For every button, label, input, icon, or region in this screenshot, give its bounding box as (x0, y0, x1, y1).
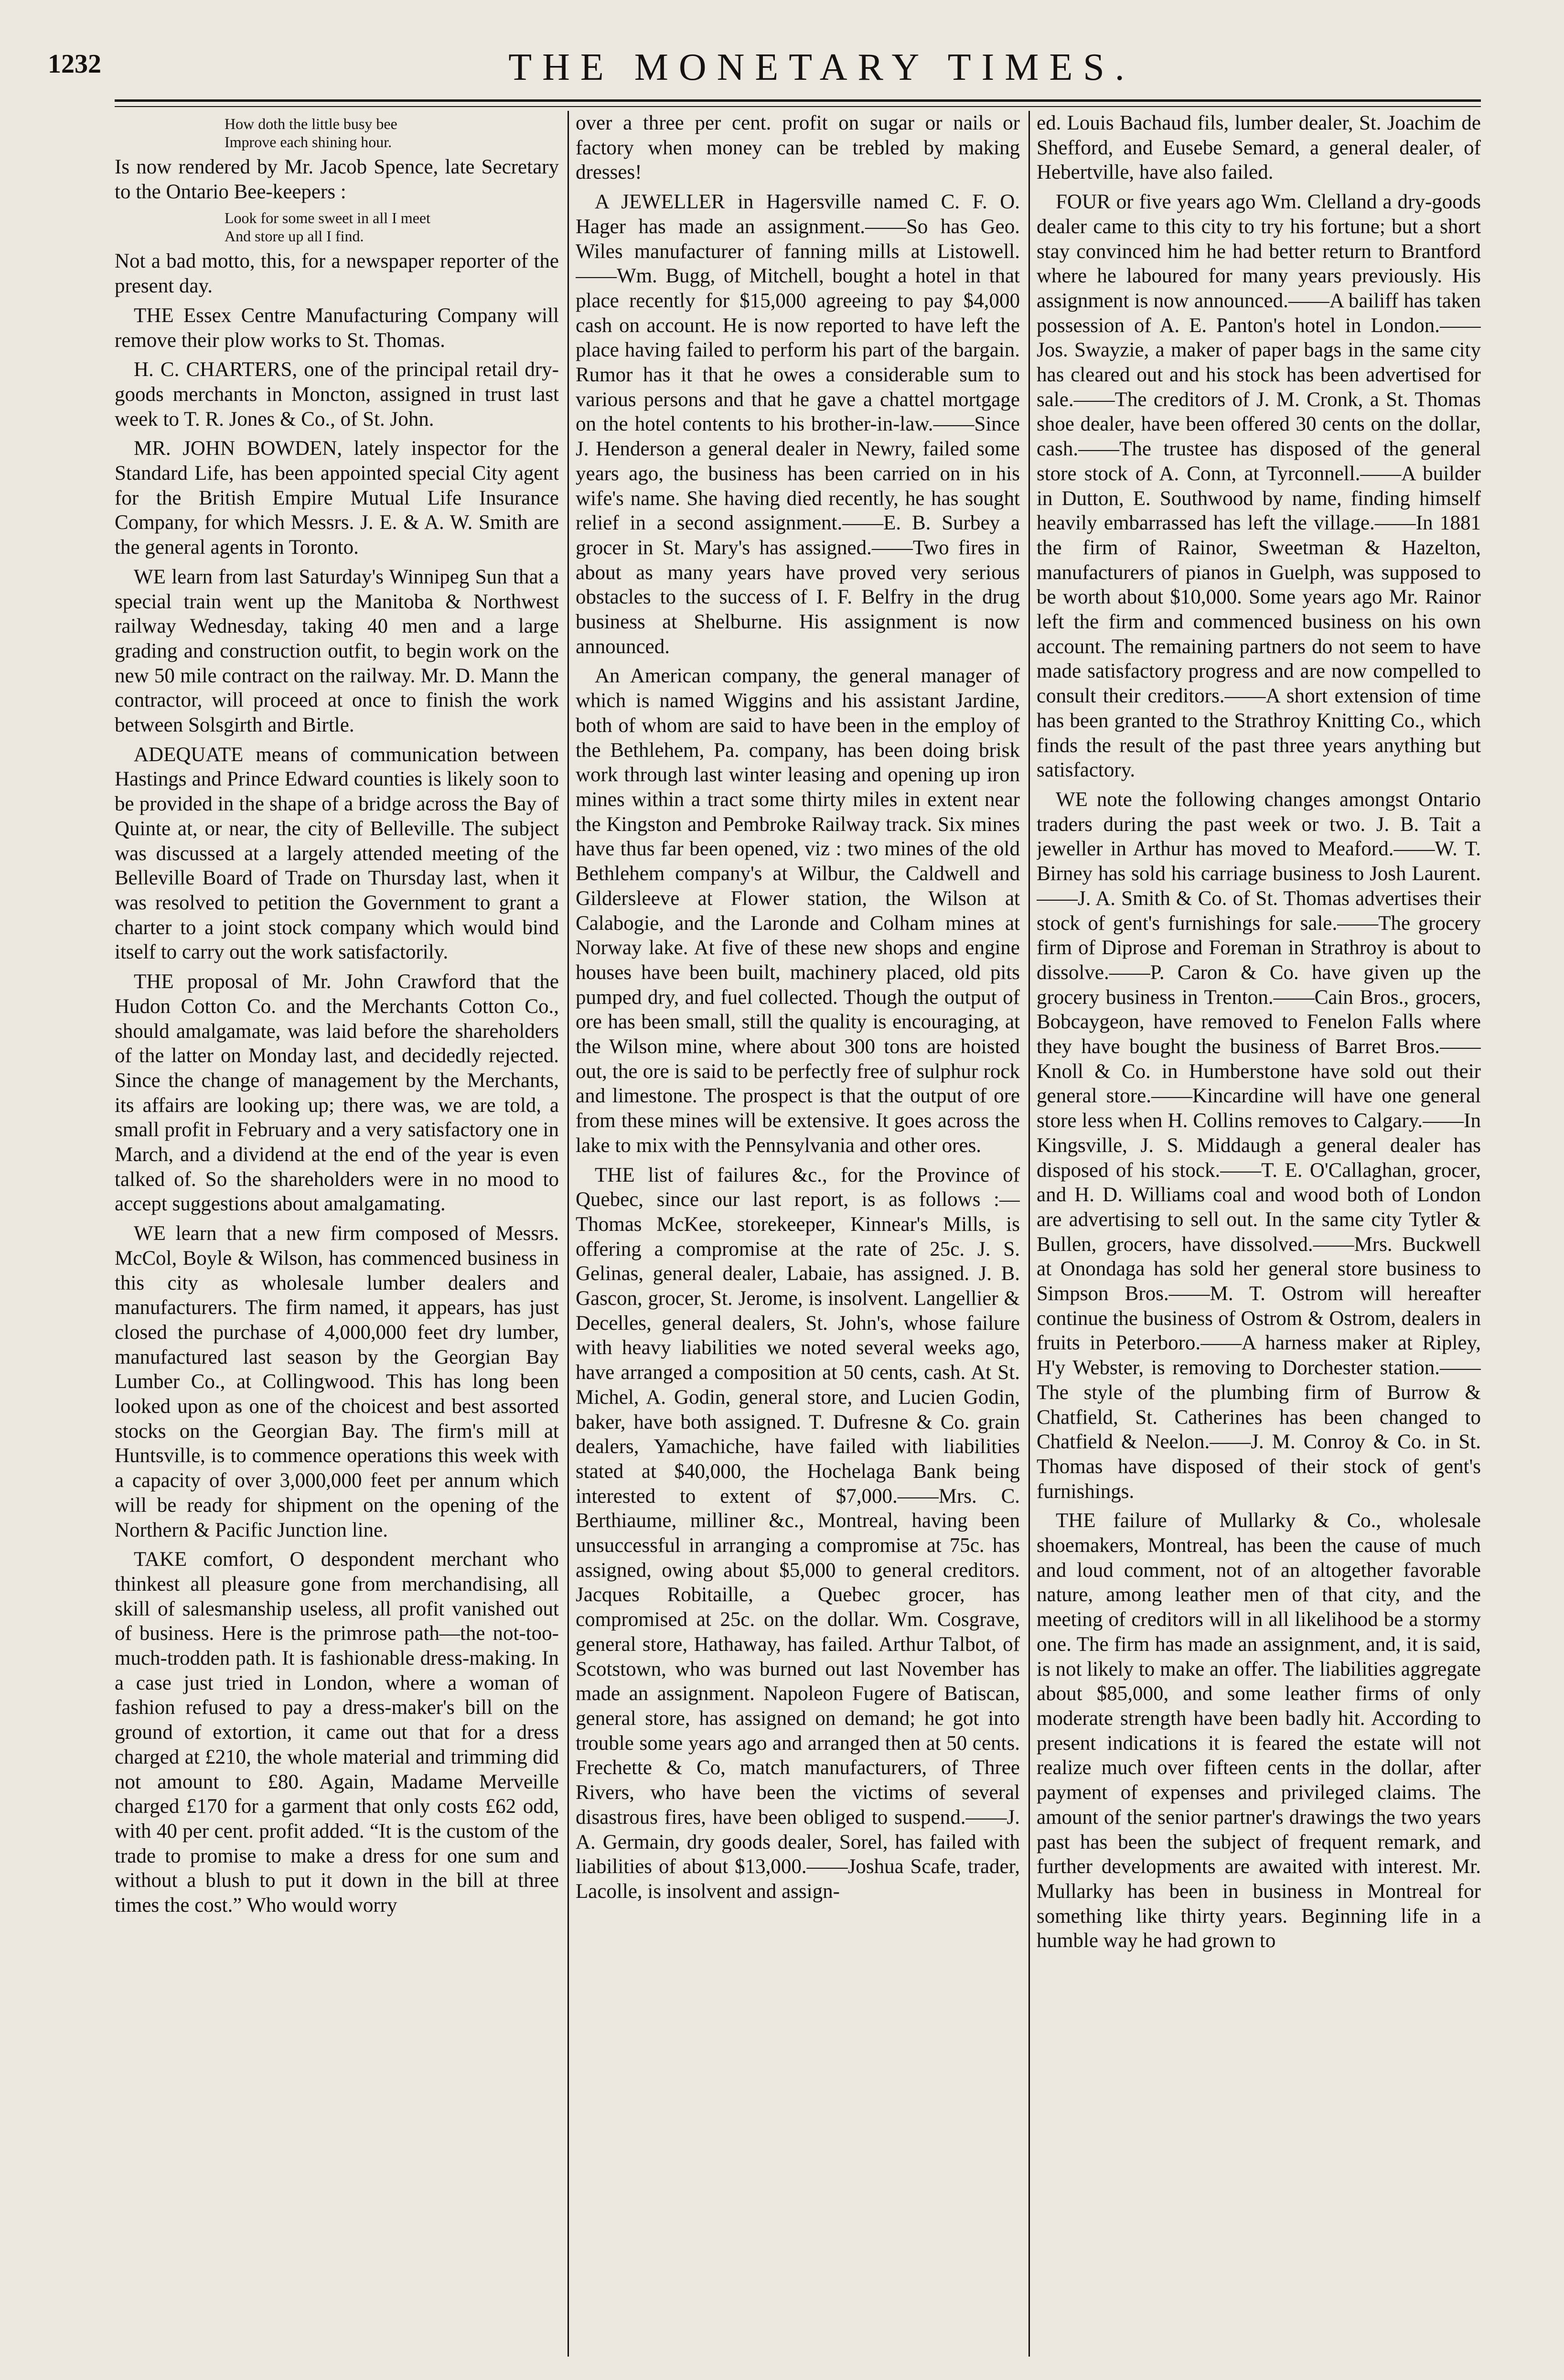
article-paragraph: ed. Louis Bachaud fils, lumber dealer, St. Joachim de Shefford, and Eusebe Semard, a general dealer, of Hebertville, have also failed. (1037, 112, 1481, 184)
article-paragraph: THE Essex Centre Manufacturing Company will remove their plow works to St. Thomas. (115, 304, 559, 352)
column-1 (115, 111, 559, 2357)
article-paragraph: WE learn from last Saturday's Winnipeg Sun that a special train went up the Manitoba & Northwest railway Wednesday, taking 40 men and a large grading and construction outfit, to begin work on the new 50 mile contract on the railway. Mr. D. Mann the contractor, will proceed at once to finish the work between Solsgirth and Birtle. (115, 565, 559, 737)
column-3 (1037, 111, 1481, 2357)
article-paragraph: WE learn that a new firm composed of Messrs. McCol, Boyle & Wilson, has commenced business in this city as wholesale lumber dealers and manufacturers. The firm named, it appears, has just closed the purchase of 4,000,000 feet dry lumber, manufactured last season by the Georgian Bay Lumber Co., at Collingwood. This has long been looked upon as one of the choicest and best assorted stocks on the Georgian Bay. The firm's mill at Huntsville, is to commence operations this week with a capacity of over 3,000,000 feet per annum which will be ready for shipment on the opening of the Northern & Pacific Junction line. (115, 1222, 559, 1541)
article-paragraph: Not a bad motto, this, for a newspaper reporter of the present day. (115, 250, 559, 298)
article-paragraph: TAKE comfort, O despondent merchant who thinkest all pleasure gone from merchandising, all skill of salesmanship useless, all profit vanished out of business. Here is the primrose path—the not-too-much-trodden path. It is fashionable dress-making. In a case just tried in London, where a woman of fashion refused to pay a dress-maker's bill on the ground of extortion, it came out that for a dress charged at £210, the whole material and trimming did not amount to £80. Again, Madame Merveille charged £170 for a garment that only costs £62 odd, with 40 per cent. profit added. “It is the custom of the trade to promise to make a dress for one sum and without a blush to put it down in the bill at three times the cost.” Who would worry (115, 1548, 559, 1917)
article-paragraph: THE failure of Mullarky & Co., wholesale shoemakers, Montreal, has been the cause of much and loud comment, not of an altogether favorable nature, among leather men of that city, and the meeting of creditors will in all likelihood be a stormy one. The firm has made an assignment, and, it is said, is not likely to make an offer. The liabilities aggregate about $85,000, and some leather firms of only moderate strength have been badly hit. According to present indications it is feared the estate will not realize much over fifteen cents in the dollar, after payment of expenses and privileged claims. The amount of the senior partner's drawings the two years past has been the subject of frequent remark, and further developments are awaited with interest. Mr. Mullarky has been in business in Montreal for something like thirty years. Beginning life in a humble way he had grown to (1037, 1509, 1481, 1952)
verse-line: Improve each shining hour. (225, 133, 392, 151)
article-paragraph: MR. JOHN BOWDEN, lately inspector for the Standard Life, has been appointed special City agent for the British Empire Mutual Life Insurance Company, for which Messrs. J. E. & A. W. Smith are the general agents in Toronto. (115, 437, 559, 559)
article-paragraph: H. C. CHARTERS, one of the principal retail dry-goods merchants in Moncton, assigned in trust last week to T. R. Jones & Co., of St. John. (115, 358, 559, 431)
verse-line: How doth the little busy bee (225, 115, 397, 132)
article-paragraph: WE note the following changes amongst Ontario traders during the past week or two. J. B. Tait a jeweller in Arthur has moved to Meaford.——W. T. Birney has sold his carriage business to Josh Laurent.——J. A. Smith & Co. of St. Thomas advertises their stock of gent's furnishings for sale.——The grocery firm of Diprose and Foreman in Strathroy is about to dissolve.——P. Caron & Co. have given up the grocery business in Trenton.——Cain Bros., grocers, Bobcaygeon, have removed to Fenelon Falls where they have bought the business of Barret Bros.——Knoll & Co. in Humberstone have sold out their general store.——Kincardine will have one general store less when H. Collins removes to Calgary.——In Kingsville, J. S. Middaugh a general dealer has disposed of his stock.——T. E. O'Callaghan, grocer, and H. D. Williams coal and wood both of London are advertising to sell out. In the same city Tytler & Bullen, grocers, have dissolved.——Mrs. Buckwell at Onondaga has sold her general store business to Simpson Bros.——M. T. Ostrom will hereafter continue the business of Ostrom & Ostrom, dealers in fruits in Peterboro.——A harness maker at Ripley, H'y Webster, is removing to Dorchester station.——The style of the plumbing firm of Burrow & Chatfield, St. Catherines has been changed to Chatfield & Neelon.——J. M. Conroy & Co. in St. Thomas have disposed of their stock of gent's furnishings. (1037, 788, 1481, 1503)
article-paragraph: FOUR or five years ago Wm. Clelland a dry-goods dealer came to this city to try his fortune; but a short stay convinced him he had better return to Brantford where he laboured for many years previously. His assignment is now announced.——A bailiff has taken possession of A. E. Panton's hotel in London.——Jos. Swayzie, a maker of paper bags in the same city has cleared out and his stock has been advertised for sale.——The creditors of J. M. Cronk, a St. Thomas shoe dealer, have been offered 30 cents on the dollar, cash.——The trustee has disposed of the general store stock of A. Conn, at Tyrconnell.——A builder in Dutton, E. Southwood by name, finding himself heavily embarrassed has left the village.——In 1881 the firm of Rainor, Sweetman & Hazelton, manufacturers of pianos in Guelph, was supposed to be worth about $10,000. Some years ago Mr. Rainor left the firm and commenced business on his own account. The remaining partners do not seem to have made satisfactory progress and are now compelled to consult their creditors.——A short extension of time has been granted to the Strathroy Knitting Co., which finds the result of the past three years anything but satisfactory. (1037, 191, 1481, 782)
column-2 (576, 111, 1020, 2357)
article-paragraph: A JEWELLER in Hagersville named C. F. O. Hager has made an assignment.——So has Geo. Wiles manufacturer of fanning mills at Listowell.——Wm. Bugg, of Mitchell, bought a hotel in that place recently for $15,000 agreeing to pay $4,000 cash on account. He is now reported to have left the place having failed to perform his part of the bargain. Rumor has it that he owes a considerable sum to various persons and that he gave a chattel mortgage on the hotel contents to his brother-in-law.——Since J. Henderson a general dealer in Newry, failed some years ago, the business has been carried on in his wife's name. She having died recently, he has sought relief in a second assignment.——E. B. Surbey a grocer in St. Mary's has assigned.——Two fires in about as many years have proved very serious obstacles to the success of I. F. Belfry in the drug business at Shelburne. His assignment is now announced. (576, 191, 1020, 658)
verse-block (115, 209, 559, 245)
article-paragraph: THE proposal of Mr. John Crawford that the Hudon Cotton Co. and the Merchants Cotton Co., should amalgamate, was laid before the shareholders of the latter on Monday last, and decidedly rejected. Since the change of management by the Merchants, its affairs are looking up; there was, we are told, a small profit in February and a very satisfactory one in March, and a dividend at the end of the year is even talked of. So the shareholders were in no mood to accept suggestions about amalgamating. (115, 970, 559, 1216)
paper-title: THE MONETARY TIMES. (508, 46, 1135, 88)
masthead (48, 46, 1481, 103)
column-divider (568, 111, 569, 2357)
masthead-rule-thin (115, 106, 1481, 107)
page-number: 1232 (48, 49, 101, 79)
article-paragraph: An American company, the general manager of which is named Wiggins and his assistant Jardine, both of whom are said to have been in the employ of the Bethlehem, Pa. company, has been doing brisk work through last winter leasing and opening up iron mines within a tract some thirty miles in extent near the Kingston and Pembroke Railway track. Six mines have thus far been opened, viz : two mines of the old Bethlehem company's at Wilbur, the Caldwell and Gildersleeve at Flower station, the Wilson at Calabogie, and the Laronde and Colham mines at Norway lake. At five of these new shops and engine houses have been built, machinery placed, old pits pumped dry, and fuel collected. Though the output of ore has been small, still the quality is encouraging, at the Wilson mine, where about 300 tons are hoisted out, the ore is said to be perfectly free of sulphur rock and limestone. The prospect is that the output of ore from these mines will be extensive. It goes across the lake to mix with the Pennsylvania and other ores. (576, 665, 1020, 1157)
verse-line: Look for some sweet in all I meet (225, 209, 430, 227)
verse-block (115, 115, 559, 151)
article-paragraph: over a three per cent. profit on sugar or nails or factory when money can be trebled by making dresses! (576, 112, 1020, 184)
masthead-rule-thick (115, 99, 1481, 102)
article-paragraph: Is now rendered by Mr. Jacob Spence, late Secretary to the Ontario Bee-keepers : (115, 156, 559, 203)
verse-line: And store up all I find. (225, 227, 364, 245)
article-paragraph: ADEQUATE means of communication between Hastings and Prince Edward counties is likely soon to be provided in the shape of a bridge across the Bay of Quinte at, or near, the city of Belleville. The subject was discussed at a largely attended meeting of the Belleville Board of Trade on Thursday last, when it was resolved to petition the Government to grant a charter to a joint stock company which would bind itself to carry out the work satisfactorily. (115, 743, 559, 964)
article-paragraph: THE list of failures &c., for the Province of Quebec, since our last report, is as follows :—Thomas McKee, storekeeper, Kinnear's Mills, is offering a compromise at the rate of 25c. J. S. Gelinas, general dealer, Labaie, has assigned. J. B. Gascon, grocer, St. Jerome, is insolvent. Langellier & Decelles, general dealers, St. John's, whose failure with heavy liabilities we noted several weeks ago, have arranged a composition at 50 cents, cash. At St. Michel, A. Godin, general store, and Lucien Godin, baker, have both assigned. T. Dufresne & Co. grain dealers, Yamachiche, have failed with liabilities stated at $40,000, the Hochelaga Bank being interested to extent of $7,000.——Mrs. C. Berthiaume, milliner &c., Montreal, having been unsuccessful in arranging a compromise at 75c. has assigned, owing about $5,000 to general creditors. Jacques Robitaille, a Quebec grocer, has compromised at 25c. on the dollar. Wm. Cosgrave, general store, Hathaway, has failed. Arthur Talbot, of Scotstown, who was burned out last November has made an assignment. Napoleon Fugere of Batiscan, general store, has assigned on demand; he got into trouble some years ago and arranged then at 50 cents. Frechette & Co, match manufacturers, of Three Rivers, who have been the victims of several disastrous fires, have been obliged to suspend.——J. A. Germain, dry goods dealer, Sorel, has failed with liabilities of about $13,000.——Joshua Scafe, trader, Lacolle, is insolvent and assign- (576, 1163, 1020, 1903)
column-divider (1028, 111, 1030, 2357)
